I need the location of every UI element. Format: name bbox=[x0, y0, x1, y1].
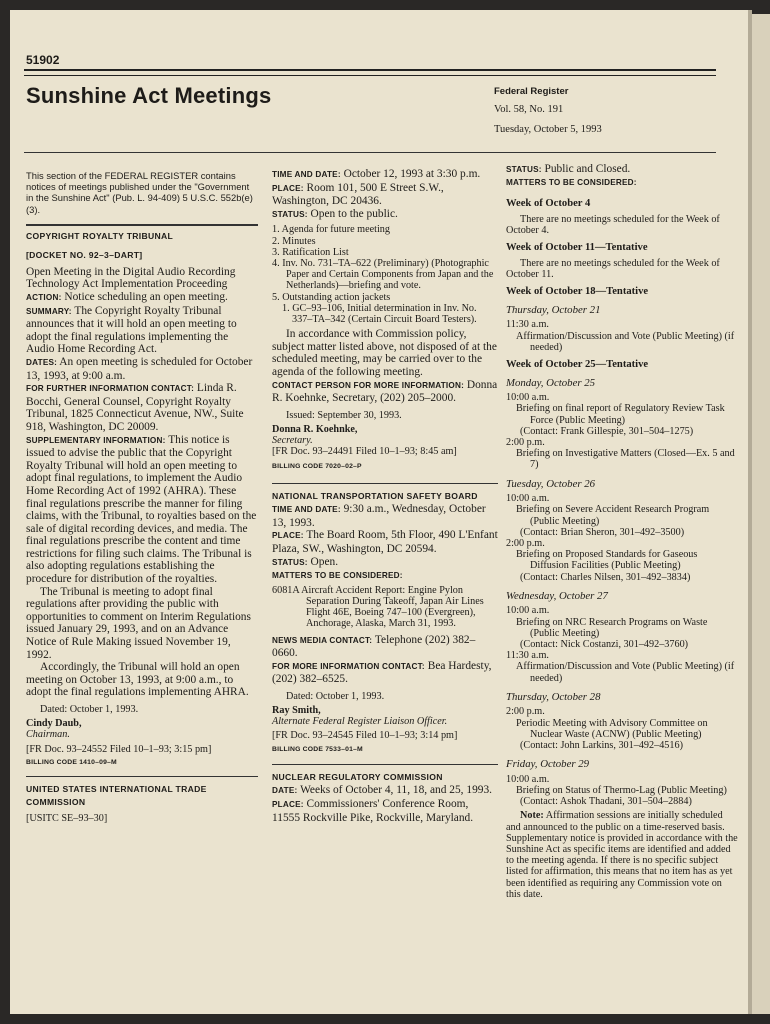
usitc-place-label: PLACE: bbox=[272, 183, 304, 193]
journal-name: Federal Register bbox=[494, 86, 569, 97]
top-rule-thin bbox=[24, 75, 716, 76]
column-3 bbox=[506, 163, 738, 900]
ntsb-status: Open. bbox=[310, 555, 339, 568]
meeting-contact: (Contact: Charles Nilsen, 301–492–3834) bbox=[520, 571, 691, 583]
agenda-item: 4. Inv. No. 731–TA–622 (Preliminary) (Photographic Paper and Certain Components from Japan and the Netherlands)—briefing and vote. bbox=[272, 257, 494, 292]
ntsb-place: The Board Room, 5th Floor, 490 L'Enfant Plaza, SW., Washington, DC 20594. bbox=[272, 529, 498, 555]
crt-paragraph-2: The Tribunal is meeting to adopt final regulations after providing the public with opportunities to comment on Interim Regulations issued January 29, 1993, and on an Advance Notice of Rule Making issued November 19, 1992. bbox=[26, 585, 251, 661]
agenda-item: 1. Agenda for future meeting bbox=[272, 224, 390, 236]
meeting-item: Periodic Meeting with Advisory Committee on Nuclear Waste (ACNW) (Public Meeting) bbox=[516, 717, 708, 740]
day-heading: Wednesday, October 27 bbox=[506, 589, 608, 602]
crt-agency: COPYRIGHT ROYALTY TRIBUNAL bbox=[26, 230, 174, 241]
usitc-place: Room 101, 500 E Street S.W., Washington, DC 20436. bbox=[272, 181, 444, 208]
usitc-signer: Donna R. Koehnke, bbox=[272, 423, 358, 435]
meeting-time: 11:30 a.m. bbox=[506, 319, 549, 331]
meeting-contact: (Contact: Ashok Thadani, 301–504–2884) bbox=[520, 796, 692, 808]
crt-signer: Cindy Daub, bbox=[26, 718, 82, 730]
column-2 bbox=[272, 168, 498, 824]
usitc-agency: UNITED STATES INTERNATIONAL TRADE COMMISSION bbox=[26, 784, 207, 808]
meeting-time: 2:00 p.m. bbox=[506, 538, 545, 549]
crt-signer-title: Chairman. bbox=[26, 729, 70, 741]
usitc-signer-title: Secretary. bbox=[272, 435, 313, 447]
header-rule bbox=[24, 152, 716, 153]
usitc-fr-doc: [FR Doc. 93–24491 Filed 10–1–93; 8:45 am] bbox=[272, 446, 457, 458]
ntsb-time-label: TIME AND DATE: bbox=[272, 505, 341, 515]
note-label: Note: bbox=[520, 810, 544, 822]
usitc-ref: [USITC SE–93–30] bbox=[26, 813, 108, 825]
nrc-matters-label: MATTERS TO BE CONSIDERED: bbox=[506, 177, 637, 187]
ntsb-status-label: STATUS: bbox=[272, 557, 308, 567]
meeting-time: 2:00 p.m. bbox=[506, 436, 545, 448]
week-heading: Week of October 18—Tentative bbox=[506, 286, 649, 298]
supp-info-text: This notice is issued to advise the public that the Copyright Royalty Tribunal will hold an open meeting to adopt final regulations, to implement the Audio Home Recording Act of 1992 (AHRA). These final regulations prescribe the manner for filing claims, with the Tribunal, to royalties based on the sale of digital recording devices, and media. The final regulations prescribe the content and time restrictions for filing such claims. The Tribunal is also adopting regulations establishing the procedure for distribution of the royalties. bbox=[26, 433, 257, 586]
week-heading: Week of October 4 bbox=[506, 198, 591, 210]
day-heading: Thursday, October 28 bbox=[506, 690, 601, 703]
contact-label: FOR FURTHER INFORMATION CONTACT: bbox=[26, 384, 195, 394]
usitc-time-label: TIME AND DATE: bbox=[272, 170, 341, 179]
meeting-item: Briefing on Proposed Standards for Gaseous Diffusion Facilities (Public Meeting) bbox=[516, 549, 698, 572]
week-heading: Week of October 11—Tentative bbox=[506, 242, 648, 254]
ntsb-matters-label: MATTERS TO BE CONSIDERED: bbox=[272, 571, 403, 581]
page-number: 51902 bbox=[26, 53, 60, 67]
agenda-item: 2. Minutes bbox=[272, 235, 316, 247]
action-label: ACTION: bbox=[26, 293, 62, 302]
ntsb-place-label: PLACE: bbox=[272, 531, 304, 541]
week-heading: Week of October 25—Tentative bbox=[506, 358, 649, 370]
ntsb-media-label: NEWS MEDIA CONTACT: bbox=[272, 635, 373, 645]
day-heading: Thursday, October 21 bbox=[506, 303, 601, 316]
nrc-place: Commissioners' Conference Room, 11555 Rockville Pike, Rockville, Maryland. bbox=[272, 797, 474, 824]
crt-docket: [DOCKET NO. 92–3–DART] bbox=[26, 249, 143, 260]
crt-paragraph-3: Accordingly, the Tribunal will hold an open meeting on October 13, 1993, at 9:00 a.m., to adopt the final regulations implementing AHRA. bbox=[26, 661, 249, 699]
page-title: Sunshine Act Meetings bbox=[26, 83, 272, 108]
meeting-item: Briefing on Investigative Matters (Closed—Ex. 5 and 7) bbox=[516, 448, 735, 471]
meeting-time: 2:00 p.m. bbox=[506, 706, 545, 718]
meeting-item: Affirmation/Discussion and Vote (Public Meeting) (if needed) bbox=[516, 330, 735, 353]
crt-heading: Open Meeting in the Digital Audio Recording Technology Act Implementation Proceeding bbox=[26, 265, 236, 291]
summary-label: SUMMARY: bbox=[26, 306, 72, 316]
ntsb-info-label: FOR MORE INFORMATION CONTACT: bbox=[272, 661, 425, 671]
ntsb-time: 9:30 a.m., Wednesday, October 13, 1993. bbox=[272, 503, 486, 529]
nrc-place-label: PLACE: bbox=[272, 799, 304, 809]
dates-label: DATES: bbox=[26, 357, 58, 367]
usitc-issued: Issued: September 30, 1993. bbox=[286, 409, 402, 421]
column-1 bbox=[26, 170, 258, 825]
meeting-time: 10:00 a.m. bbox=[506, 493, 550, 505]
ntsb-dated: Dated: October 1, 1993. bbox=[286, 690, 385, 702]
meeting-time: 10:00 a.m. bbox=[506, 605, 550, 617]
agenda-item: 3. Ratification List bbox=[272, 246, 349, 258]
meeting-time: 11:30 a.m. bbox=[506, 650, 549, 662]
meeting-contact: (Contact: John Larkins, 301–492–4516) bbox=[520, 740, 683, 752]
nrc-date: Weeks of October 4, 11, 18, and 25, 1993. bbox=[300, 784, 493, 797]
meeting-item: Affirmation/Discussion and Vote (Public Meeting) (if needed) bbox=[516, 661, 735, 684]
usitc-time: October 12, 1993 at 3:30 p.m. bbox=[343, 168, 481, 180]
summary-text: The Copyright Royalty Tribunal announces that it will hold an open meeting to adopt the final regulations implementing the Audio Home Recording Act. bbox=[26, 304, 237, 356]
agenda-item: 5. Outstanding action jackets bbox=[272, 291, 391, 303]
ntsb-matter: 6081A Aircraft Accident Report: Engine Pylon Separation During Takeoff, Japan Air Lines Flight 46E, Boeing 747–100 (Evergreen), Anchorage, Alaska, March 31, 1993. bbox=[272, 584, 484, 630]
nrc-agency: NUCLEAR REGULATORY COMMISSION bbox=[272, 772, 443, 783]
top-rule bbox=[24, 69, 716, 71]
action-text: Notice scheduling an open meeting. bbox=[64, 291, 228, 303]
usitc-contact: Donna R. Koehnke, Secretary, (202) 205–2000. bbox=[272, 378, 498, 405]
agenda-item: 1. GC–93–106, Initial determination in Inv. No. 337–TA–342 (Certain Circuit Board Testers). bbox=[282, 302, 477, 325]
meeting-time: 10:00 a.m. bbox=[506, 392, 550, 404]
volume-number: Vol. 58, No. 191 bbox=[494, 104, 564, 115]
day-heading: Tuesday, October 26 bbox=[506, 477, 596, 490]
meeting-item: Briefing on Severe Accident Research Program (Public Meeting) bbox=[516, 504, 710, 527]
ntsb-media: Telephone (202) 382–0660. bbox=[272, 633, 476, 660]
ntsb-signer-title: Alternate Federal Register Liaison Officer. bbox=[272, 716, 448, 728]
ntsb-agency: NATIONAL TRANSPORTATION SAFETY BOARD bbox=[272, 491, 478, 502]
meeting-contact: (Contact: Nick Costanzi, 301–492–3760) bbox=[520, 639, 689, 651]
section-divider bbox=[26, 224, 258, 226]
issue-date: Tuesday, October 5, 1993 bbox=[494, 124, 602, 135]
ntsb-info: Bea Hardesty, (202) 382–6525. bbox=[272, 659, 492, 686]
usitc-contact-label: CONTACT PERSON FOR MORE INFORMATION: bbox=[272, 380, 465, 390]
section-divider bbox=[272, 764, 498, 765]
crt-billing-code: BILLING CODE 1410–09–M bbox=[26, 758, 117, 766]
section-divider bbox=[272, 483, 498, 484]
meeting-item: Briefing on final report of Regulatory Review Task Force (Public Meeting) bbox=[516, 403, 725, 426]
week-note: There are no meetings scheduled for the Week of October 11. bbox=[506, 257, 720, 280]
note-text: Affirmation sessions are initially scheduled and announced to the public on a time-reserved basis. Supplementary notice is provided in accordance with the Sunshine Act as specific items are identified and added to the meeting agenda. If there is no specific subject listed for affirmation, this means that no item has as yet been identified as requiring any Commission vote on this date. bbox=[506, 810, 738, 900]
meeting-time: 10:00 a.m. bbox=[506, 773, 550, 785]
meeting-item: Briefing on Status of Thermo-Lag (Public Meeting) bbox=[516, 785, 727, 797]
ntsb-billing-code: BILLING CODE 7533–01–M bbox=[272, 745, 363, 753]
week-note: There are no meetings scheduled for the Week of October 4. bbox=[506, 213, 720, 236]
nrc-status-label: STATUS: bbox=[506, 165, 542, 174]
supp-info-label: SUPPLEMENTARY INFORMATION: bbox=[26, 435, 166, 445]
usitc-status: Open to the public. bbox=[310, 207, 398, 220]
usitc-status-label: STATUS: bbox=[272, 209, 308, 219]
ntsb-signer: Ray Smith, bbox=[272, 705, 321, 717]
dates-text: An open meeting is scheduled for October 13, 1993, at 9:00 a.m. bbox=[26, 355, 253, 382]
ntsb-fr-doc: [FR Doc. 93–24545 Filed 10–1–93; 3:14 pm] bbox=[272, 729, 458, 741]
contact-text: Linda R. Bocchi, General Counsel, Copyright Royalty Tribunal, 1825 Connecticut Avenue, NW., Suite 918, Washington, DC 20009. bbox=[26, 382, 244, 433]
nrc-status: Public and Closed. bbox=[544, 163, 631, 175]
usitc-paragraph: In accordance with Commission policy, subject matter listed above, not disposed of at the scheduled meeting, may be carried over to the agenda of the following meeting. bbox=[272, 328, 497, 378]
usitc-agenda bbox=[272, 224, 498, 325]
nrc-date-label: DATE: bbox=[272, 786, 298, 796]
meeting-item: Briefing on NRC Research Programs on Waste (Public Meeting) bbox=[516, 616, 708, 639]
intro-text: This section of the FEDERAL REGISTER contains notices of meetings published under the "Government in the Sunshine Act" (Pub. L. 94-409) 5 U.S.C. 552b(e)(3). bbox=[26, 170, 253, 215]
crt-dated: Dated: October 1, 1993. bbox=[40, 704, 139, 715]
next-page-edge bbox=[752, 14, 770, 1014]
section-divider bbox=[26, 776, 258, 777]
day-heading: Monday, October 25 bbox=[506, 376, 596, 389]
usitc-billing-code: BILLING CODE 7020–02–P bbox=[272, 462, 362, 470]
day-heading: Friday, October 29 bbox=[506, 758, 590, 771]
crt-fr-doc: [FR Doc. 93–24552 Filed 10–1–93; 3:15 pm] bbox=[26, 743, 212, 755]
meeting-contact: (Contact: Brian Sheron, 301–492–3500) bbox=[520, 526, 685, 538]
meeting-contact: (Contact: Frank Gillespie, 301–504–1275) bbox=[520, 425, 694, 437]
